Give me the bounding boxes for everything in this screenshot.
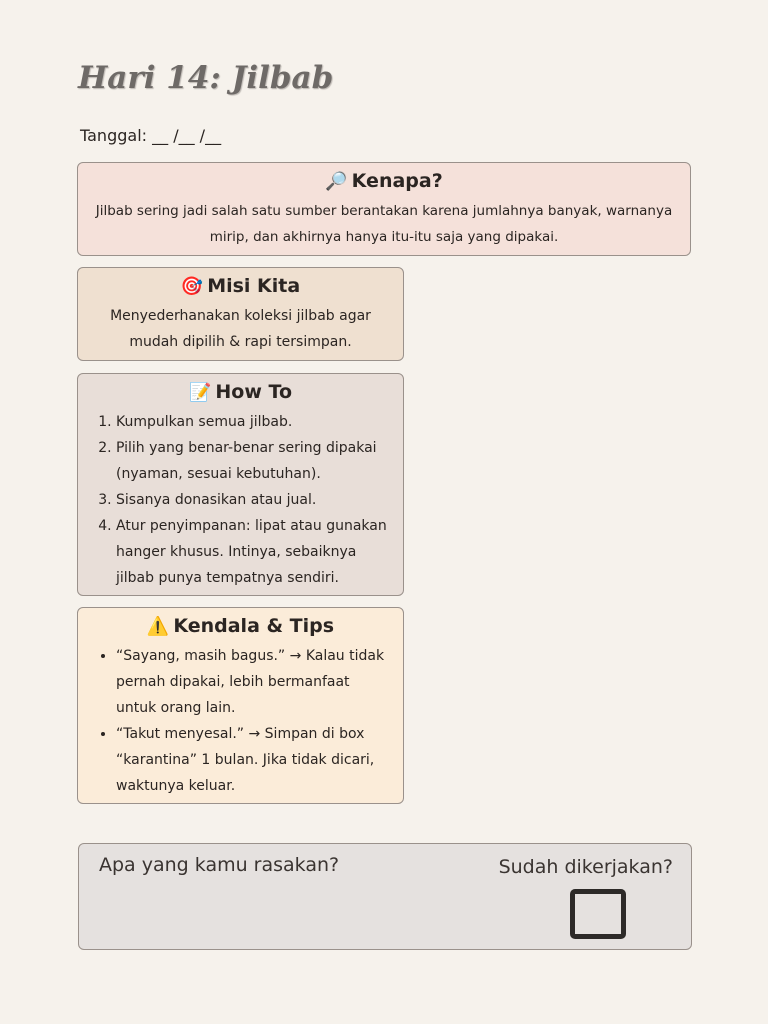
kenapa-text: Jilbab sering jadi salah satu sumber berantakan karena jumlahnya banyak, warnanya mirip, dan akhirnya hanya itu-itu saja yang dipakai. xyxy=(95,203,673,245)
list-item: 4. Atur penyimpanan: lipat atau gunakan hanger khusus. Intinya, sebaiknya jilbab punya tempatnya sendiri. xyxy=(116,513,393,591)
page-title: Hari 14: Jilbab xyxy=(78,60,334,96)
done-label: Sudah dikerjakan? xyxy=(498,856,673,878)
reflection-question[interactable]: Apa yang kamu rasakan? xyxy=(99,854,340,876)
warning-icon: ⚠️ xyxy=(146,616,170,637)
list-item: • “Takut menyesal.” → Simpan di box “karantina” 1 bulan. Jika tidak dicari, waktunya keluar. xyxy=(116,721,393,799)
howto-card xyxy=(77,373,404,596)
howto-heading-text: How To xyxy=(215,381,293,403)
date-field[interactable]: Tanggal: __ /__ /__ xyxy=(80,126,222,145)
list-item: 3. Sisanya donasikan atau jual. xyxy=(116,487,393,513)
tips-heading-text: Kendala & Tips xyxy=(173,615,335,637)
misi-heading-text: Misi Kita xyxy=(207,275,301,297)
tips-heading xyxy=(88,614,393,639)
tips-list xyxy=(88,643,393,799)
target-icon: 🎯 xyxy=(180,276,204,297)
misi-text: Menyederhanakan koleksi jilbab agar mudah dipilih & rapi tersimpan. xyxy=(110,308,371,350)
done-checkbox[interactable] xyxy=(570,889,626,939)
kenapa-heading xyxy=(88,169,680,194)
magnifier-icon: 🔎 xyxy=(325,171,348,192)
list-item: 1. Kumpulkan semua jilbab. xyxy=(116,409,393,435)
reflection-box xyxy=(78,843,692,950)
list-item: • “Sayang, masih bagus.” → Kalau tidak pernah dipakai, lebih bermanfaat untuk orang lain. xyxy=(116,643,393,721)
kenapa-card xyxy=(77,162,691,256)
kenapa-heading-text: Kenapa? xyxy=(351,170,443,192)
memo-icon: 📝 xyxy=(188,382,212,403)
howto-heading xyxy=(88,380,393,405)
list-item: 2. Pilih yang benar-benar sering dipakai (nyaman, sesuai kebutuhan). xyxy=(116,435,393,487)
misi-card xyxy=(77,267,404,361)
howto-steps xyxy=(88,409,393,591)
tips-card xyxy=(77,607,404,804)
misi-heading xyxy=(88,274,393,299)
